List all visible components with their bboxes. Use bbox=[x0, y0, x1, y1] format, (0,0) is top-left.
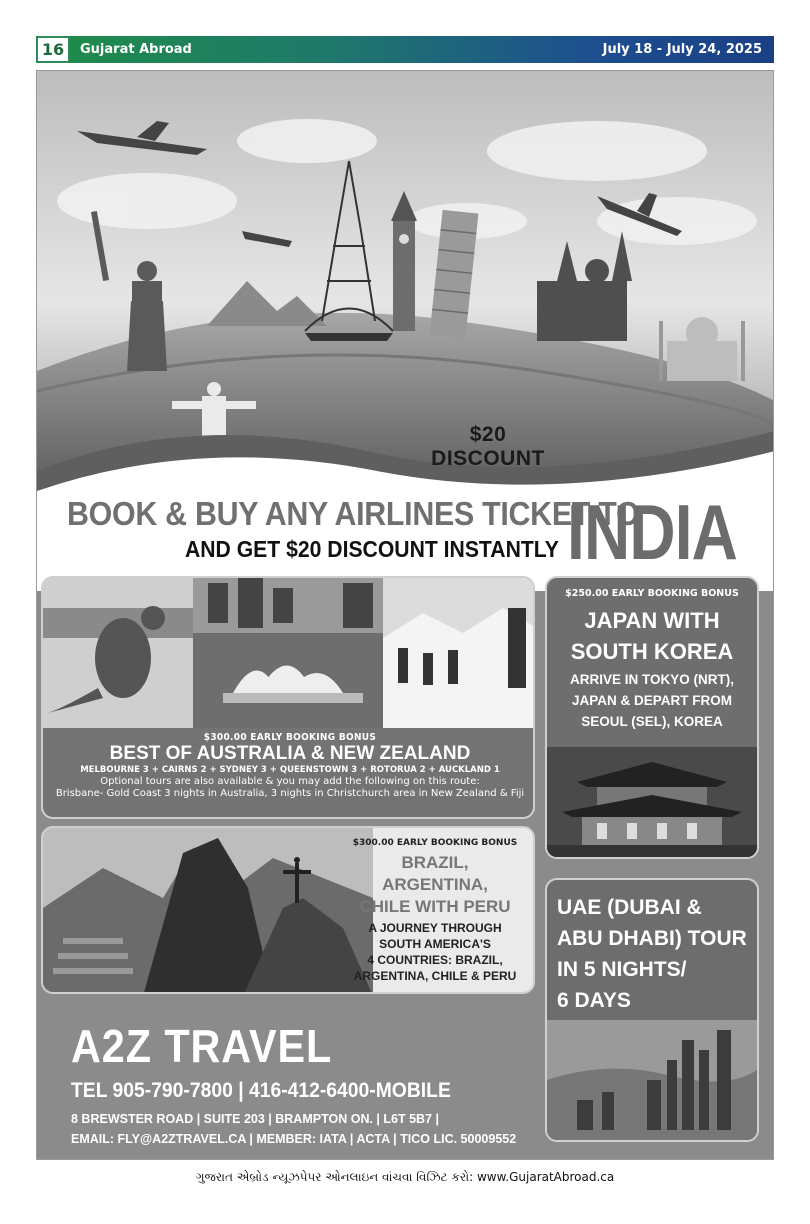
south-america-tour-panel bbox=[41, 826, 535, 994]
japan-title-line1: JAPAN WITH bbox=[584, 608, 720, 633]
travel-advertisement bbox=[36, 70, 774, 1160]
japan-title-line2: SOUTH KOREA bbox=[570, 639, 734, 664]
australia-tour-panel bbox=[41, 576, 535, 819]
australia-optional-routes: Brisbane- Gold Coast 3 nights in Australia, 3 nights in Christchurch area in New Zealand & Fiji bbox=[55, 788, 525, 799]
dubai-skyline-image bbox=[547, 1020, 757, 1140]
agency-phone-numbers: TEL 905-790-7800 | 416-412-6400-MOBILE bbox=[71, 1079, 451, 1102]
australia-bonus: $300.00 EARLY BOOKING BONUS bbox=[203, 732, 377, 743]
uae-tour-panel bbox=[545, 878, 759, 1142]
promo-destination: INDIA bbox=[567, 488, 738, 576]
brazil-desc-line2: SOUTH AMERICA'S bbox=[379, 937, 491, 951]
discount-label: DISCOUNT bbox=[431, 447, 545, 470]
page-header bbox=[36, 36, 774, 63]
brazil-bonus: $300.00 EARLY BOOKING BONUS bbox=[352, 838, 518, 848]
agency-email-membership: EMAIL: FLY@A2ZTRAVEL.CA | MEMBER: IATA | ACTA | TICO LIC. 50009552 bbox=[71, 1132, 517, 1146]
discount-amount: $20 bbox=[469, 423, 507, 446]
japan-bonus: $250.00 EARLY BOOKING BONUS bbox=[565, 588, 739, 599]
temple-image bbox=[547, 747, 757, 857]
australia-itinerary: MELBOURNE 3 + CAIRNS 2 + SYDNEY 3 + QUEENSTOWN 3 + ROTORUA 2 + AUCKLAND 1 bbox=[80, 765, 500, 775]
promo-subheadline: AND GET $20 DISCOUNT INSTANTLY bbox=[185, 536, 559, 562]
south-america-details bbox=[347, 838, 523, 984]
promo-headline: BOOK & BUY ANY AIRLINES TICKET TO bbox=[67, 495, 640, 532]
agency-name: A2Z TRAVEL bbox=[71, 1020, 333, 1072]
publication-name: Gujarat Abroad bbox=[80, 42, 192, 57]
discount-badge bbox=[413, 423, 563, 471]
uae-line1: UAE (DUBAI & bbox=[557, 896, 702, 919]
agency-address: 8 BREWSTER ROAD | SUITE 203 | BRAMPTON ON. | L6T 5B7 | bbox=[71, 1112, 439, 1126]
brazil-desc-line4: ARGENTINA, CHILE & PERU bbox=[353, 969, 517, 983]
japan-desc-line3: SEOUL (SEL), KOREA bbox=[581, 714, 723, 729]
page-footer: ગુજરાત એબ્રોડ ન્યૂઝપેપર ઓનલાઇન વાંચવા વિઝિટ કરો: www.GujaratAbroad.ca bbox=[195, 1170, 615, 1184]
brazil-title-line1: BRAZIL, ARGENTINA, bbox=[382, 853, 488, 894]
header-bar bbox=[70, 36, 774, 63]
australia-title: BEST OF AUSTRALIA & NEW ZEALAND bbox=[109, 743, 471, 764]
agency-contact bbox=[71, 1019, 541, 1149]
japan-desc-line1: ARRIVE IN TOKYO (NRT), bbox=[569, 672, 734, 687]
uae-title bbox=[547, 880, 757, 1016]
uae-line3: IN 5 NIGHTS/ bbox=[557, 958, 687, 981]
uae-line4: 6 DAYS bbox=[557, 989, 631, 1012]
page-number: 16 bbox=[36, 36, 70, 63]
australia-optional-note: Optional tours are also available & you may add the following on this route: bbox=[100, 776, 480, 787]
brazil-desc-line3: 4 COUNTRIES: BRAZIL, bbox=[367, 953, 503, 967]
issue-date: July 18 - July 24, 2025 bbox=[602, 42, 762, 57]
australia-photos bbox=[43, 578, 535, 728]
australia-tour-details bbox=[43, 728, 535, 819]
uae-line2: ABU DHABI) TOUR bbox=[557, 927, 747, 950]
japan-desc-line2: JAPAN & DEPART FROM bbox=[571, 693, 732, 708]
brazil-title-line2: CHILE WITH PERU bbox=[359, 897, 511, 916]
brazil-desc-line1: A JOURNEY THROUGH bbox=[368, 921, 502, 935]
japan-korea-tour-panel bbox=[545, 576, 759, 859]
